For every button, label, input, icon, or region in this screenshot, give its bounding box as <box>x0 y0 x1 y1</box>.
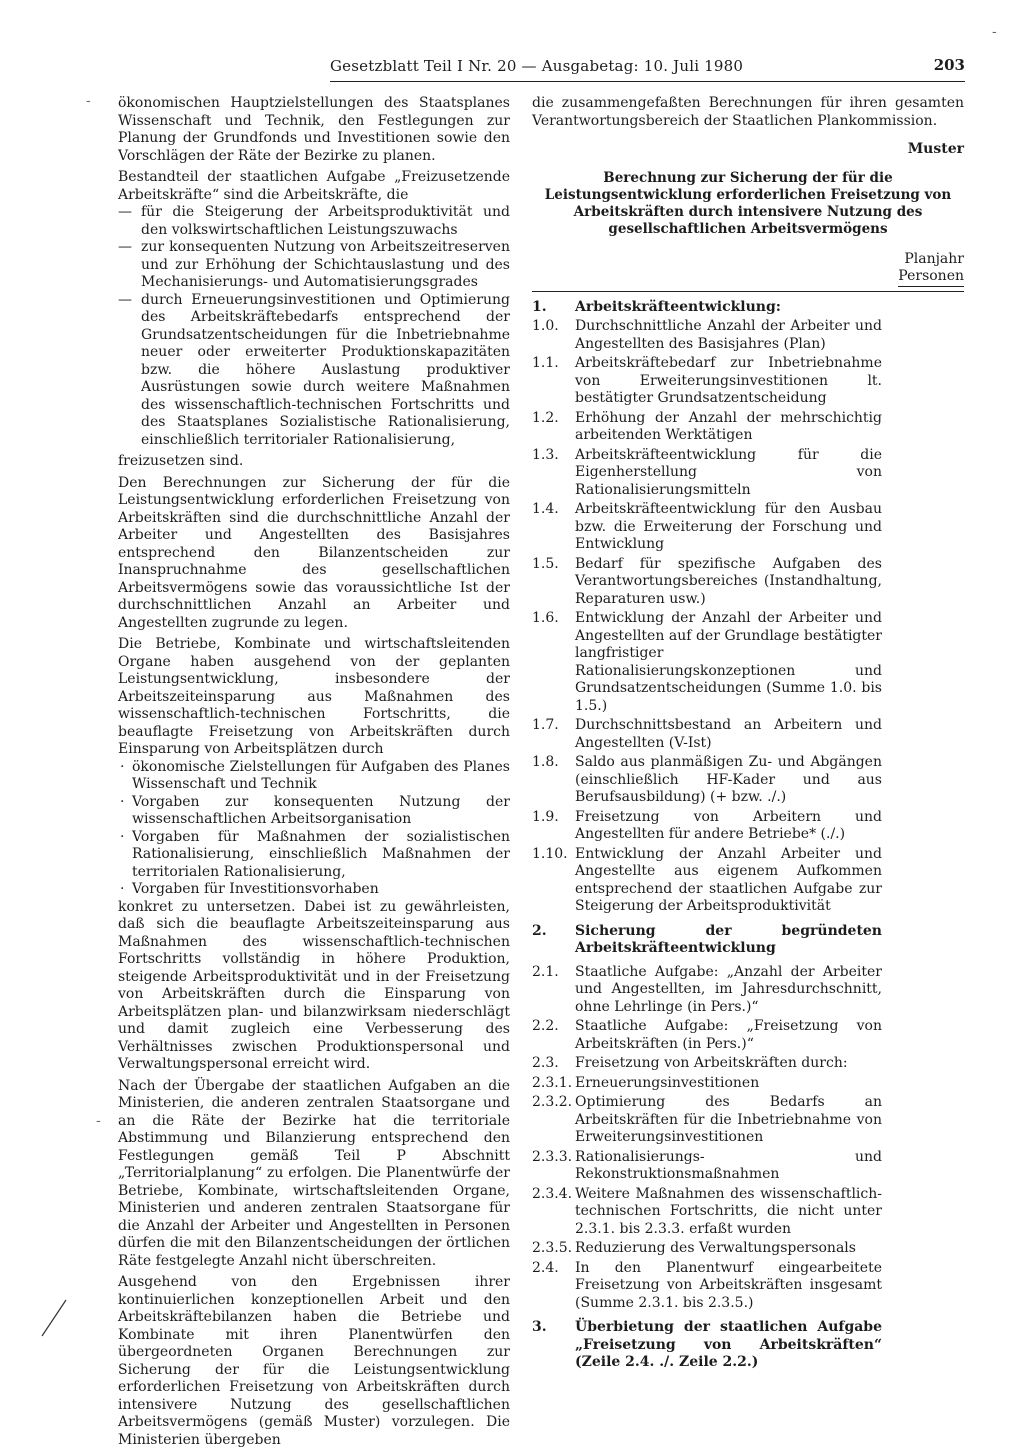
form-item: 1. Arbeitskräfteentwicklung: <box>532 298 781 315</box>
bullet-list-item: · Vorgaben für Investitionsvorhaben <box>120 881 379 897</box>
form-item: 3. Überbietung der staatlichen Aufgabe „Freisetzung von Arbeitskräften“ (Zeile 2.4. ./. Zeile 2.2.) <box>532 1319 882 1370</box>
form-item: 1.10. Entwicklung der Anzahl Arbeiter und Angestellte aus eigenem Aufkommen entsprechend der staatlichen Aufgabe zur Steigerung der Arbeitsproduktivität <box>532 845 882 914</box>
form-item: 2.3.3. Rationalisierungs- und Rekonstruktionsmaßnahmen <box>532 1148 882 1182</box>
form-item: 1.9. Freisetzung von Arbeitern und Angestellten für andere Betriebe* (./.) <box>532 808 882 842</box>
form-item: 1.4. Arbeitskräfteentwicklung für den Ausbau bzw. die Erweiterung der Forschung und Entwicklung <box>532 501 882 552</box>
dash-list-item: — für die Steigerung der Arbeitsproduktivität und den volkswirtschaftlichen Leistungszuwachs <box>118 204 510 238</box>
paragraph: ökonomischen Hauptzielstellungen des Staatsplanes Wissenschaft und Technik, den Festlegungen zur Planung der Grundfonds und Investitionen sowie den Vorschlägen der Räte der Bezirke zu planen. <box>118 95 510 164</box>
form-items <box>532 299 882 1372</box>
paragraph: die zusammengefaßten Berechnungen für ihren gesamten Verantwortungsbereich der Staatlichen Plankommission. <box>532 95 964 129</box>
form-item: 2.2. Staatliche Aufgabe: „Freisetzung von Arbeitskräften (in Pers.)“ <box>532 1018 882 1052</box>
form-item: 2.3.2. Optimierung des Bedarfs an Arbeitskräften für die Inbetriebnahme von Erweiterungsinvestitionen <box>532 1094 882 1145</box>
paragraph: Den Berechnungen zur Sicherung der für die Leistungsentwicklung erforderlichen Freisetzung von Arbeitskräften sind die durchschnittliche Anzahl der Arbeiter und Angestellten des Basisjahres entsprechend den Bilanzentscheiden zur Inanspruchnahme des gesellschaftlichen Arbeitsvermögens sowie das voraussichtliche Ist der durchschnittlichen Anzahl an Arbeiter und Angestellten zugrunde zu legen. <box>118 474 510 631</box>
paragraph: freizusetzen sind. <box>118 453 244 469</box>
form-item: 1.2. Erhöhung der Anzahl der mehrschichtig arbeitenden Werktätigen <box>532 409 882 443</box>
form-item: 1.0. Durchschnittliche Anzahl der Arbeiter und Angestellten des Basisjahres (Plan) <box>532 318 882 352</box>
form-item: 1.8. Saldo aus planmäßigen Zu- und Abgängen (einschließlich HF-Kader und aus Berufsausbildung) (+ bzw. ./.) <box>532 754 882 805</box>
paragraph: Nach der Übergabe der staatlichen Aufgaben an die Ministerien, die anderen zentralen Staatsorgane und an die Räte der Bezirke hat die territoriale Abstimmung und Bilanzierung entsprechend den Festlegungen gemäß Teil P Abschnitt „Territorialplanung“ zu erfolgen. Die Planentwürfe der Betriebe, Kombinate, wirtschaftsleitenden Organe, Ministerien und anderen zentralen Staatsorgane für die Anzahl der Arbeiter und Angestellten in Personen dürfen die mit den Bilanzentscheidungen der örtlichen Räte festgelegte Anzahl nicht überschreiten. <box>118 1077 510 1269</box>
form-item: 1.5. Bedarf für spezifische Aufgaben des Verantwortungsbereiches (Instandhaltung, Reparaturen usw.) <box>532 555 882 607</box>
paragraph: Bestandteil der staatlichen Aufgabe „Freizusetzende Arbeitskräfte“ sind die Arbeitskräfte, die <box>118 169 510 203</box>
form-item: 2.3. Freisetzung von Arbeitskräften durch: <box>532 1055 848 1071</box>
divider <box>532 291 964 292</box>
margin-mark: - <box>86 93 91 109</box>
column-header <box>532 251 964 287</box>
form-item: 1.3. Arbeitskräfteentwicklung für die Eigenherstellung von Rationalisierungsmitteln <box>532 446 882 498</box>
form-item: 2.1. Staatliche Aufgabe: „Anzahl der Arbeiter und Angestellten, im Jahresdurchschnitt, ohne Lehrlinge (in Pers.)“ <box>532 963 882 1015</box>
page-header <box>330 55 965 82</box>
left-column <box>118 95 510 1453</box>
form-item: 2. Sicherung der begründeten Arbeitskräfteentwicklung <box>532 922 882 956</box>
bullet-list-item: · Vorgaben zur konsequenten Nutzung der wissenschaftlichen Arbeitsorganisation <box>120 793 510 827</box>
bullet-list-item: · ökonomische Zielstellungen für Aufgaben des Planes Wissenschaft und Technik <box>120 758 510 792</box>
form-item: 1.6. Entwicklung der Anzahl der Arbeiter und Angestellten auf der Grundlage bestätigter langfristiger Rationalisierungskonzeptionen und Grundsatzentscheidungen (Summe 1.0. bis 1.5.) <box>532 610 882 714</box>
bullet-list-item: · Vorgaben für Maßnahmen der sozialistischen Rationalisierung, einschließlich Maßnahmen der territorialen Rationalisierung, <box>120 828 510 880</box>
margin-mark: - <box>992 24 997 40</box>
header-title: Gesetzblatt Teil I Nr. 20 — Ausgabetag: 10. Juli 1980 <box>330 57 744 75</box>
column-header-planjahr: Planjahr <box>904 250 964 267</box>
paragraph: Die Betriebe, Kombinate und wirtschaftsleitenden Organe haben ausgehend von der geplanten Leistungsentwicklung, insbesondere der Arbeitszeiteinsparung aus Maßnahmen des wissenschaftlich-technischen Fortschritts, die beauflagte Freisetzung von Arbeitskräften durch Einsparung von Arbeitsplätzen durch <box>118 636 510 757</box>
form-item: 2.4. In den Planentwurf eingearbeitete Freisetzung von Arbeitskräften insgesamt (Summe 2.3.1. bis 2.3.5.) <box>532 1259 882 1311</box>
form-item: 2.3.1. Erneuerungsinvestitionen <box>532 1074 760 1091</box>
dash-list-item: — durch Erneuerungsinvestitionen und Optimierung des Arbeitskräftebedarfs entsprechend der Grundsatzentscheidungen für die Inbetriebnahme neuer oder erweiterter Produktionskapazitäten bzw. die höhere Auslastung produktiver Ausrüstungen sowie durch weitere Maßnahmen des wissenschaftlich-technischen Fortschritts und des Staatsplanes Sozialistische Rationalisierung, einschließlich territorialer Rationalisierung, <box>118 291 510 448</box>
form-title: Berechnung zur Sicherung der für die Leistungsentwicklung erforderlichen Freisetzung von Arbeitskräften durch intensivere Nutzung des gesellschaftlichen Arbeitsvermögens <box>544 169 952 237</box>
muster-label: Muster <box>907 141 964 157</box>
form-item: 2.3.4. Weitere Maßnahmen des wissenschaftlich-technischen Fortschritts, die nicht unter 2.3.1. bis 2.3.3. erfaßt wurden <box>532 1185 882 1237</box>
margin-mark: - <box>96 1113 101 1129</box>
margin-slash-mark <box>40 1298 68 1338</box>
form-item: 2.3.5. Reduzierung des Verwaltungspersonals <box>532 1240 856 1256</box>
page-number: 203 <box>933 56 965 74</box>
paragraph: konkret zu untersetzen. Dabei ist zu gewährleisten, daß sich die beauflagte Arbeitszeiteinsparung aus Maßnahmen des wissenschaftlich-technischen Fortschritts vollständig in höhere Produktion, steigende Arbeitsproduktivität und in der Freisetzung von Arbeitskräften durch die Einsparung von Arbeitsplätzen plan- und bilanzwirksam niederschlägt und damit zugleich eine Verbesserung des Verhältnisses zwischen Produktionspersonal und Verwaltungspersonal erreicht wird. <box>118 898 510 1072</box>
column-header-personen: Personen <box>898 268 964 287</box>
dash-list-item: — zur konsequenten Nutzung von Arbeitszeitreserven und zur Erhöhung der Schichtauslastung und des Mechanisierungs- und Automatisierungsgrades <box>118 239 510 290</box>
form-item: 1.7. Durchschnittsbestand an Arbeitern und Angestellten (V-Ist) <box>532 717 882 751</box>
paragraph: Ausgehend von den Ergebnissen ihrer kontinuierlichen konzeptionellen Arbeit und den Arbeitskräftebilanzen haben die Betriebe und Kombinate mit ihren Planentwürfen den übergeordneten Organen Berechnungen zur Sicherung der für die Leistungsentwicklung erforderlichen Freisetzung von Arbeitskräften durch intensivere Nutzung des gesellschaftlichen Arbeitsvermögens (gemäß Muster) vorzulegen. Die Ministerien übergeben <box>118 1274 510 1448</box>
form-item: 1.1. Arbeitskräftebedarf zur Inbetriebnahme von Erweiterungsinvestitionen lt. bestätigter Grundsatzentscheidung <box>532 355 882 406</box>
right-column <box>532 95 964 1378</box>
